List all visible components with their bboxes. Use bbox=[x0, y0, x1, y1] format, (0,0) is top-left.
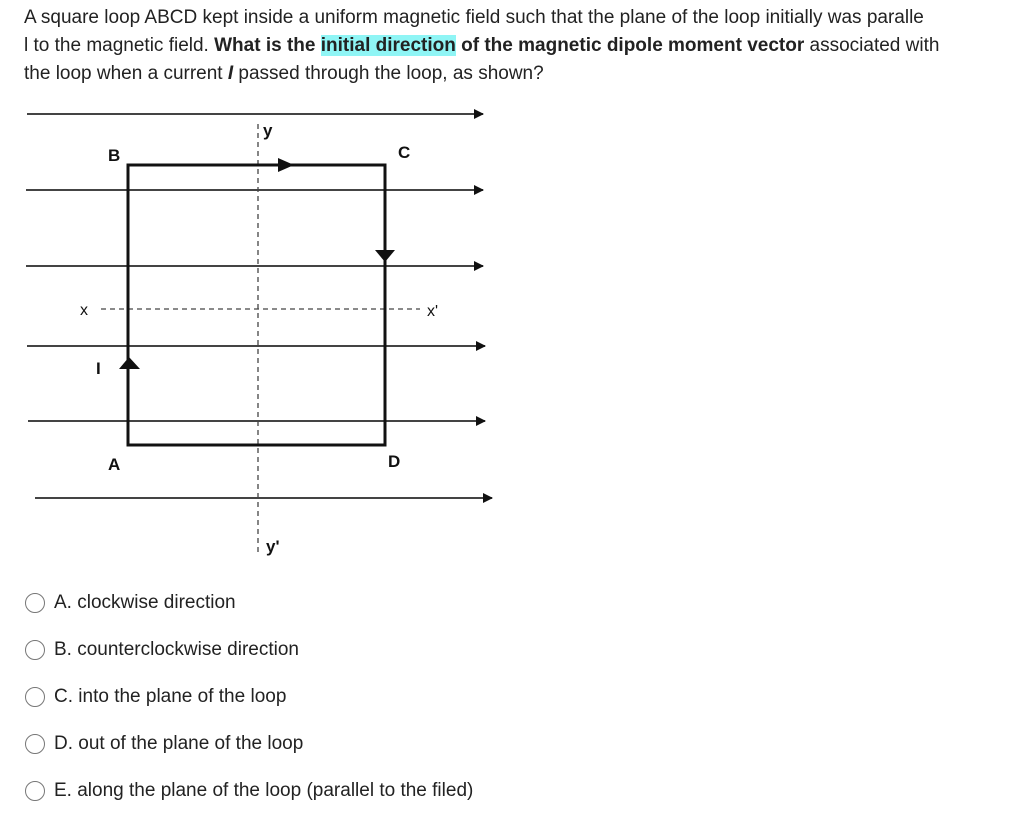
label-y-prime: y' bbox=[266, 537, 280, 556]
option-a[interactable] bbox=[25, 592, 236, 614]
label-x-prime: x' bbox=[427, 303, 439, 320]
label-A: A bbox=[108, 455, 121, 474]
label-B: B bbox=[108, 146, 121, 165]
current-symbol: I bbox=[227, 63, 234, 84]
axes bbox=[101, 124, 420, 555]
radio-button[interactable] bbox=[25, 734, 45, 754]
radio-button[interactable] bbox=[25, 687, 45, 707]
square-loop bbox=[128, 165, 385, 445]
radio-button[interactable] bbox=[25, 593, 45, 613]
option-label[interactable]: E. along the plane of the loop (parallel to the filed) bbox=[54, 780, 474, 801]
question-text-part: the loop when a current bbox=[24, 63, 228, 84]
label-C: C bbox=[398, 143, 411, 162]
radio-button[interactable] bbox=[25, 781, 45, 801]
question-text-part: passed through the loop, as shown? bbox=[233, 63, 544, 84]
question-text-part: associated with bbox=[804, 35, 940, 56]
option-label[interactable]: A. clockwise direction bbox=[54, 592, 236, 613]
current-arrow-up bbox=[119, 357, 140, 369]
option-e[interactable] bbox=[25, 780, 473, 802]
current-arrow-right bbox=[278, 158, 294, 172]
label-D: D bbox=[388, 452, 401, 471]
question-bold-part: What is the bbox=[214, 35, 321, 56]
magnetic-field-lines bbox=[26, 114, 492, 498]
label-current: I bbox=[96, 359, 101, 378]
label-x: x bbox=[80, 302, 88, 319]
option-label[interactable]: C. into the plane of the loop bbox=[54, 686, 287, 707]
option-label[interactable]: D. out of the plane of the loop bbox=[54, 733, 304, 754]
question-bold-part: of the magnetic dipole moment vector bbox=[455, 35, 805, 56]
current-arrow-down bbox=[375, 250, 395, 262]
option-d[interactable] bbox=[25, 733, 303, 755]
question-text-part: l to the magnetic field. bbox=[24, 35, 215, 56]
label-y: y bbox=[263, 121, 273, 140]
option-b[interactable] bbox=[25, 639, 299, 661]
option-label[interactable]: B. counterclockwise direction bbox=[54, 639, 299, 660]
highlighted-text: initial direction bbox=[320, 35, 456, 56]
question-line-1: A square loop ABCD kept inside a uniform magnetic field such that the plane of the loop initially was paralle bbox=[24, 7, 924, 28]
radio-button[interactable] bbox=[25, 640, 45, 660]
option-c[interactable] bbox=[25, 686, 286, 708]
